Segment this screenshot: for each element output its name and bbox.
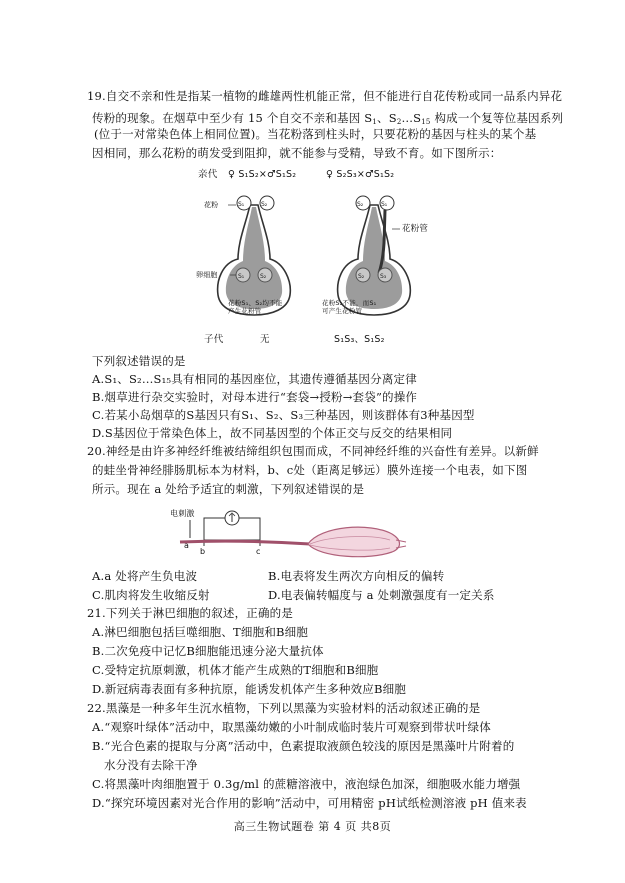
cross-1: ♀ S₁S₂×♂S₁S₂ (228, 169, 297, 180)
q20-line-1: 20.神经是由许多神经纤维被结缔组织包围而成，不同神经纤维的兴奋性有差异。以新鲜 (87, 444, 539, 458)
label-stimulation: 电刺激 (170, 509, 195, 518)
svg-text:S₂: S₂ (261, 201, 268, 208)
q21-option-d: D.新冠病毒表面有多种抗原，能诱发机体产生多种效应B细胞 (92, 682, 407, 696)
q20-option-b: B.电表将发生两次方向相反的偏转 (268, 569, 445, 583)
note-right-a: 花粉S₂不能，而S₁ (322, 299, 377, 307)
pollination-diagram (180, 163, 480, 353)
q19-option-a: A.S₁、S₂…S₁₅具有相同的基因座位，其遗传遵循基因分离定律 (92, 372, 417, 386)
q22-option-d: D.“探究环境因素对光合作用的影响”活动中，可用精密 pH试纸检测溶液 pH 值来表 (92, 796, 527, 810)
label-parent: 亲代 (198, 169, 218, 180)
page-footer: 高三生物试题卷 第 4 页 共8页 (233, 820, 392, 833)
q19-prompt: 下列叙述错误的是 (92, 354, 186, 368)
svg-text:S₃: S₃ (380, 273, 387, 280)
label-a: a (184, 541, 190, 550)
q19-line-4: 因相同，那么花粉的萌发受到阻抑，就不能参与受精，导致不育。如下图所示： (92, 146, 502, 160)
svg-text:S₁: S₁ (238, 201, 245, 208)
q22-option-a: A.“观察叶绿体”活动中，取黑藻幼嫩的小叶制成临时装片可观察到带状叶绿体 (92, 720, 491, 734)
nerve-muscle-figure (170, 504, 410, 566)
label-offspring: 子代 (204, 334, 224, 345)
q20-line-3: 所示。现在 a 处给予适宜的刺激，下列叙述错误的是 (92, 482, 365, 496)
svg-text:S₂: S₂ (260, 273, 267, 280)
label-egg: 卵细胞 (196, 271, 218, 279)
svg-text:S₁: S₁ (238, 273, 245, 280)
svg-text:S₂: S₂ (357, 201, 364, 208)
q21-stem: 21.下列关于淋巴细胞的叙述，正确的是 (87, 606, 294, 620)
label-pollen: 花粉 (204, 201, 219, 209)
q21-option-a: A.淋巴细胞包括巨噬细胞、T细胞和B细胞 (92, 625, 309, 639)
q20-line-2: 的蛙坐骨神经腓肠肌标本为材料，b、c处（距离足够远）膜外连接一个电表，如下图 (92, 463, 528, 477)
label-pollen-tube: 花粉管 (402, 224, 429, 234)
q19-line-2: 传粉的现象。在烟草中至少有 15 个自交不亲和基因 $S_1$、$S_2\dots S_{15}$ 构成一个复等位基因系列 (92, 111, 564, 126)
label-c: c (256, 547, 261, 556)
q19-line-1: 19.自交不亲和性是指某一植物的雌雄两性机能正常，但不能进行自花传粉或同一品系内异花 (87, 89, 563, 103)
label-b: b (200, 547, 206, 556)
q20-option-d: D.电表偏转幅度与 a 处刺激强度有一定关系 (268, 588, 495, 602)
q21-option-c: C.受特定抗原刺激，机体才能产生成熟的T细胞和B细胞 (92, 663, 379, 677)
cross-2: ♀ S₂S₃×♂S₁S₂ (326, 169, 395, 180)
q19-option-c: C.若某小岛烟草的S基因只有S₁、S₂、S₃三种基因，则该群体有3种基因型 (92, 408, 475, 422)
q19-option-b: B.烟草进行杂交实验时，对母本进行“套袋→授粉→套袋”的操作 (92, 390, 418, 404)
q19-option-d: D.S基因位于常染色体上，故不同基因型的个体正交与反交的结果相同 (92, 426, 453, 440)
note-right-b: 可产生花粉管 (322, 307, 363, 315)
q19-line-2-head: 传粉的现象。在烟草中至少有 15 个自交不亲和基因 S (92, 111, 373, 125)
q22-option-b-cont: 水分没有去除干净 (104, 758, 198, 772)
note-left-a: 花粉S₁、S₂均不能 (228, 299, 283, 307)
offspring-1: 无 (260, 334, 270, 345)
svg-text:S₁: S₁ (381, 201, 388, 208)
note-left-b: 产生花粉管 (228, 307, 262, 315)
q20-option-c: C.肌肉将发生收缩反射 (92, 588, 210, 602)
offspring-2: S₁S₃、S₁S₂ (334, 334, 385, 345)
svg-text:S₂: S₂ (358, 273, 365, 280)
q21-option-b: B.二次免疫中记忆B细胞能迅速分泌大量抗体 (92, 644, 324, 658)
q22-option-b: B.“光合色素的提取与分离”活动中，色素提取液颜色较浅的原因是黑藻叶片附着的 (92, 739, 515, 753)
q19-line-3: (位于一对常染色体上相同位置)。当花粉落到柱头时，只要花粉的基因与柱头的某个基 (94, 127, 537, 141)
q20-option-a: A.a 处将产生负电波 (92, 569, 198, 583)
q19-line-2-tail: 构成一个复等位基因系列 (434, 111, 564, 125)
q22-option-c: C.将黑藻叶肉细胞置于 0.3g/ml 的蔗糖溶液中，液泡绿色加深，细胞吸水能力增强 (92, 777, 521, 791)
pollination-figure (180, 163, 480, 353)
nerve-muscle-diagram (170, 504, 410, 566)
q22-stem: 22.黑藻是一种多年生沉水植物，下列以黑藻为实验材料的活动叙述正确的是 (87, 701, 481, 715)
